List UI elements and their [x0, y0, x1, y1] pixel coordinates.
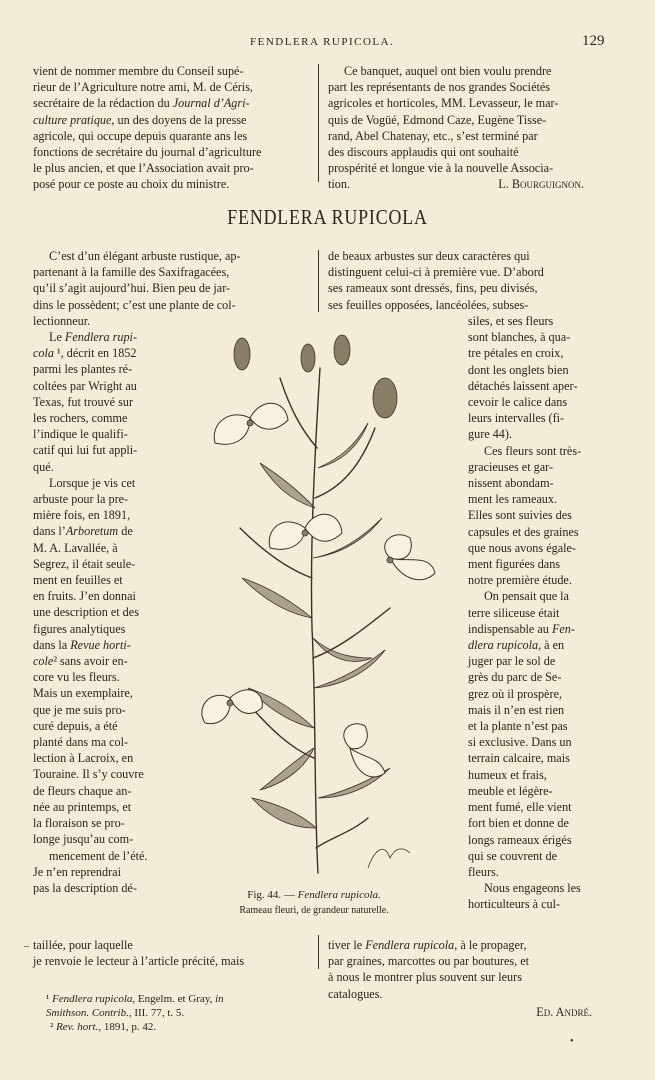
text-line: On pensait que la — [484, 589, 569, 604]
right-end-lines — [328, 937, 606, 1020]
text-line: cole² sans avoir en- — [33, 654, 128, 669]
article-title: FENDLERA RUPICOLA — [227, 205, 428, 229]
text-line: curé depuis, a été — [33, 718, 118, 733]
text-line: Ces fleurs sont très- — [484, 443, 582, 458]
text-line: je renvoie le lecteur à l’article précité, mais — [33, 954, 245, 969]
text-line: ment figurées dans — [468, 557, 561, 572]
text-line: rand, Abel Chatenay, etc., s’est terminé par — [328, 128, 538, 143]
text-line: détachés laissent aper- — [468, 378, 578, 393]
text-line: indispensable au Fen- — [468, 621, 575, 636]
text-line: distinguent celui-ci à première vue. D’abord — [328, 265, 544, 280]
footnote-1: ¹ Fendlera rupicola, Engelm. et Gray, in — [46, 993, 224, 1005]
text-line: Le Fendlera rupi- — [49, 330, 138, 344]
text-line: gracieuses et gar- — [468, 459, 554, 474]
text-line: agricole, qui occupe depuis quarante ans les — [33, 128, 248, 143]
text-line: mière fois, en 1891, — [33, 508, 131, 523]
text-line: en fruits. J’en donnai — [33, 589, 136, 604]
text-line: dont les onglets bien — [468, 362, 569, 377]
footnote-1-continued: Smithson. Contrib., III. 77, t. 5. — [46, 1007, 185, 1019]
text-line: terrain calcaire, mais — [468, 751, 570, 766]
previous-article-right — [328, 63, 606, 193]
text-line: lection à Lacroix, en — [33, 751, 134, 766]
text-line: longs rameaux érigés — [468, 832, 572, 847]
text-line: le plus ancien, et que l’Association avait pro- — [33, 161, 254, 176]
text-line: fonctions de secrétaire du journal d’agriculture — [33, 145, 262, 160]
text-line: mencement de l’été. — [49, 848, 148, 863]
text-line: de fleurs chaque an- — [33, 783, 132, 798]
page-number: 129 — [582, 33, 605, 49]
text-line: qui se couvrent de — [468, 848, 558, 863]
text-line: ses rameaux sont dressés, fins, peu divisés, — [328, 281, 538, 296]
text-line: posé pour ce poste au choix du ministre. — [33, 177, 230, 192]
column-rule-bottom — [318, 935, 319, 969]
text-line: pas la description dé- — [33, 880, 137, 895]
text-line: partenant à la famille des Saxifragacées, — [33, 265, 230, 280]
text-line: cevoir le calice dans — [468, 395, 568, 410]
text-line: de beaux arbustes sur deux caractères qui — [328, 249, 530, 263]
running-title: FENDLERA RUPICOLA. — [250, 36, 395, 48]
text-line: Lorsque je vis cet — [49, 475, 136, 490]
text-line: M. A. Lavallée, à — [33, 540, 118, 555]
previous-signature: L. Bourguignon. — [498, 177, 584, 192]
text-line: agricoles et horticoles, MM. Levasseur, le mar- — [328, 96, 559, 111]
text-line: arbuste pour la pre- — [33, 492, 129, 507]
text-line: meuble et légère- — [468, 783, 553, 798]
text-line: quis de Vogüé, Edmond Caze, Eugène Tisse- — [328, 112, 547, 127]
text-line: dlera rupicola, à en — [468, 638, 565, 653]
text-line: gure 44). — [468, 427, 512, 442]
right-wide-lines — [328, 248, 606, 313]
text-line: et la plante n’est pas — [468, 719, 568, 734]
text-line: dins le possèdent; c’est une plante de col- — [33, 297, 236, 312]
text-line: née au printemps, et — [33, 799, 132, 814]
text-line: Ce banquet, auquel ont bien voulu prendre — [344, 64, 552, 78]
column-rule-article — [318, 250, 319, 312]
text-line: parmi les plantes ré- — [33, 362, 133, 377]
previous-article-left — [33, 63, 309, 193]
text-line: figures analytiques — [33, 621, 126, 636]
text-line: l’indique le qualifi- — [33, 427, 128, 442]
text-line: fort bien et donne de — [468, 816, 569, 831]
text-line: Nous engageons les — [484, 881, 581, 896]
text-line: une description et des — [33, 605, 139, 620]
text-line: catif qui lui fut appli- — [33, 443, 138, 458]
text-line: terre siliceuse était — [468, 605, 560, 620]
text-line: longe jusqu’au com- — [33, 832, 134, 847]
text-line: vient de nommer membre du Conseil supé- — [33, 64, 244, 78]
margin-dash: – — [24, 941, 29, 952]
text-line: prospérité et longue vie à la nouvelle Associa- — [328, 161, 554, 176]
text-line: à nous le montrer plus souvent sur leurs — [328, 970, 522, 985]
text-line: des discours applaudis qui ont souhaité — [328, 145, 519, 160]
text-line: ment en feuilles et — [33, 573, 123, 588]
text-line: catalogues. — [328, 986, 383, 1001]
text-line: secrétaire de la rédaction du Journal d’Agri- — [33, 96, 250, 111]
text-line: nissent abondam- — [468, 476, 554, 491]
text-line: tiver le Fendlera rupicola, à le propager, — [328, 938, 527, 952]
text-line: ment les rameaux. — [468, 492, 558, 507]
left-bottom-lines — [33, 937, 313, 969]
text-line: grez où il prospère, — [468, 686, 563, 701]
text-line: dans l’Arboretum de — [33, 524, 133, 539]
left-narrow-column — [33, 329, 175, 896]
figure-caption: Fig. 44. — Fendlera rupicola. Rameau fleuri, de grandeur naturelle. — [196, 888, 432, 918]
text-line: cola ¹, décrit en 1852 — [33, 346, 137, 361]
text-line: que nous avons égale- — [468, 540, 576, 555]
printer-mark: • — [570, 1036, 574, 1047]
text-line: capsules et des graines — [468, 524, 579, 539]
text-line: Elles sont suivies des — [468, 508, 572, 523]
column-rule-top — [318, 64, 319, 182]
text-line: les rochers, comme — [33, 411, 128, 426]
footnotes — [46, 992, 326, 1034]
text-line: rieur de l’Agriculture notre ami, M. de Céris, — [33, 80, 253, 95]
text-line: qu’il s’agit aujourd’hui. Bien peu de jar- — [33, 281, 231, 296]
text-line: juger par le sol de — [468, 654, 556, 669]
text-line: sont blanches, à qua- — [468, 330, 571, 345]
footnote-2: ² Rev. hort., 1891, p. 42. — [50, 1021, 157, 1033]
text-line: siles, et ses fleurs — [468, 314, 554, 328]
text-line: Touraine. Il s’y couvre — [33, 767, 144, 782]
right-narrow-column — [468, 313, 606, 913]
text-line: si exclusive. Dans un — [468, 735, 572, 750]
text-line: C’est d’un élégant arbuste rustique, ap- — [49, 249, 241, 263]
text-line: leurs intervalles (fi- — [468, 411, 565, 426]
text-line: tion. L. Bourguignon. — [328, 176, 606, 192]
text-line: par graines, marcottes ou par boutures, et — [328, 954, 530, 969]
text-line: ses feuilles opposées, lancéolées, subses- — [328, 297, 529, 312]
text-line: fleurs. — [468, 864, 499, 879]
text-line: core vu les fleurs. — [33, 670, 120, 685]
text-line: culture pratique, un des doyens de la presse — [33, 112, 247, 127]
flowering-branch-illustration — [190, 328, 450, 883]
text-line: lectionneur. — [33, 313, 91, 328]
text-line: horticulteurs à cul- — [468, 897, 561, 912]
intro-paragraph — [33, 248, 309, 329]
text-line: grès du parc de Se- — [468, 670, 562, 685]
text-line: qué. — [33, 459, 54, 474]
text-line: Mais un exemplaire, — [33, 686, 133, 701]
text-line: la floraison se pro- — [33, 816, 125, 831]
text-line: que je me suis pro- — [33, 702, 126, 717]
text-line: Segrez, il était seule- — [33, 556, 136, 571]
text-line: Texas, fut trouvé sur — [33, 394, 134, 409]
text-line: dans la Revue horti- — [33, 637, 131, 652]
text-line: part les représentants de nos grandes Sociétés — [328, 80, 551, 95]
text-line: mais il n’en est rien — [468, 702, 565, 717]
text-line: Je n’en reprendrai — [33, 864, 121, 879]
text-line: notre première étude. — [468, 573, 572, 588]
text-line: ment fumé, elle vient — [468, 800, 572, 815]
text-line: planté dans ma col- — [33, 735, 129, 750]
text-line: tre pétales en croix, — [468, 346, 564, 361]
article-signature: Ed. André. — [536, 1004, 592, 1019]
text-line: coltées par Wright au — [33, 378, 137, 393]
figure-subcaption: Rameau fleuri, de grandeur naturelle. — [239, 905, 389, 916]
text-line: taillée, pour laquelle — [33, 938, 133, 952]
text-line: humeux et frais, — [468, 767, 547, 782]
